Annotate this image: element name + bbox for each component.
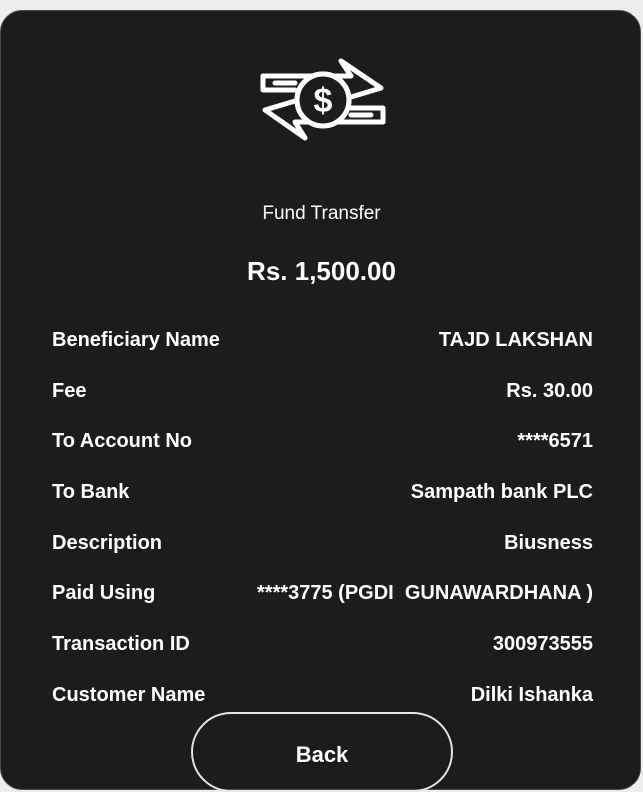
transfer-amount: Rs. 1,500.00: [247, 256, 396, 286]
detail-value: Sampath bank PLC: [410, 480, 593, 503]
detail-value: 300973555: [492, 632, 593, 655]
detail-row-to-account-no: [52, 416, 593, 467]
detail-row-description: [52, 518, 593, 569]
detail-row-fee: [52, 366, 593, 417]
detail-row-beneficiary-name: [52, 315, 593, 366]
money-transfer-icon: [259, 58, 387, 142]
receipt-card: [0, 10, 641, 790]
detail-value: Dilki Ishanka: [470, 683, 593, 706]
detail-label: To Bank: [52, 480, 130, 503]
detail-row-paid-using: [52, 568, 593, 619]
detail-label: Customer Name: [52, 683, 206, 706]
detail-label: Transaction ID: [52, 632, 190, 655]
detail-row-transaction-id: [52, 619, 593, 670]
detail-label: Fee: [52, 379, 87, 402]
details-list: [52, 315, 593, 721]
detail-value: ****6571: [517, 430, 593, 453]
detail-value: ****3775 (PGDI GUNAWARDHANA ): [257, 582, 593, 605]
detail-label: To Account No: [52, 430, 192, 453]
detail-value: Rs. 30.00: [506, 379, 593, 402]
detail-label: Paid Using: [52, 582, 156, 605]
page-title: Fund Transfer: [262, 203, 381, 224]
detail-label: Beneficiary Name: [52, 328, 220, 351]
svg-text:$: $: [313, 82, 333, 120]
detail-row-to-bank: [52, 467, 593, 518]
detail-label: Description: [52, 531, 163, 554]
back-button[interactable]: Back: [191, 712, 453, 792]
detail-value: Biusness: [504, 531, 593, 554]
detail-value: TAJD LAKSHAN: [438, 328, 593, 351]
